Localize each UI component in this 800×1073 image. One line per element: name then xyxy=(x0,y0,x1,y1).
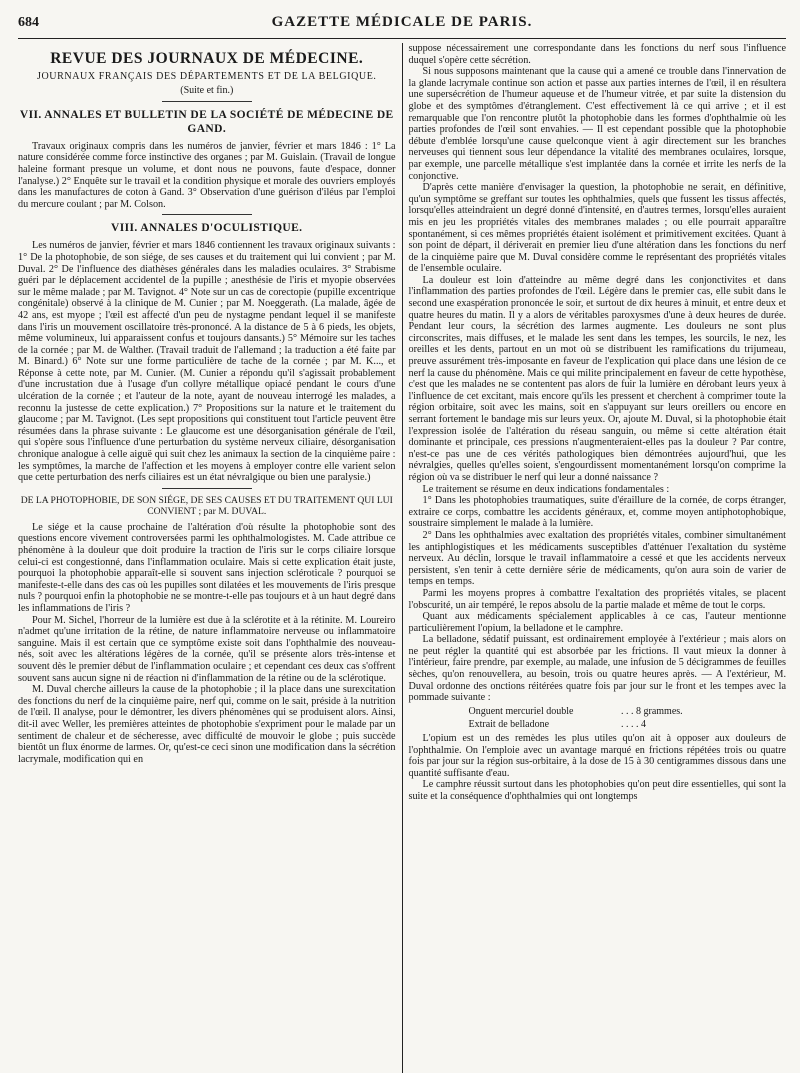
divider xyxy=(162,101,252,102)
running-header xyxy=(18,14,786,39)
revue-title: REVUE DES JOURNAUX DE MÉDECINE. xyxy=(50,50,364,67)
paragraph: Parmi les moyens propres à combattre l'exaltation des propriétés vitales, se placent l'obscurité, un air tempéré, le repos absolu de la partie malade et même de tout le corps. xyxy=(408,587,787,611)
article-paragraph: Le siége et la cause prochaine de l'altération d'où résulte la photophobie sont des questions encore vivement controversées parmi les ophthalmologistes. M. Cade attribue ce phénomène à la douleur que doit produire la traction de l'iris sur le corps ciliaire lorsque celui-ci est congestionné, dans l'inflammation oculaire. Mais si cette explication était juste, pourquoi la photophobie apparaît-elle si souvent sans injection scléroticale ? pourquoi se manifeste-t-elle dans des cas où les pupilles sont dilatées et les mouvements de l'iris presque nuls ? pourquoi enfin la photophobie ne se montre-t-elle pas toujours et à un haut degré dans les inflammations de l'iris ? xyxy=(18,521,396,614)
page-number: 684 xyxy=(18,15,39,30)
prescription-line xyxy=(409,719,787,731)
paragraph: 2° Dans les ophthalmies avec exaltation des propriétés vitales, combiner simultanément les antiphlogistiques et les médicaments susceptibles d'atténuer l'exaltation du système nerveux. Au déclin, lorsque le travail inflammatoire a cessé et que les accidents nerveux persistent, s'en tenir à cette dernière série de médicaments, qu'on aura soin de varier de temps en temps. xyxy=(408,529,787,588)
paragraph: L'opium est un des remèdes les plus utiles qu'on ait à opposer aux douleurs de l'ophthalmie. On l'emploie avec un avantage marqué en frictions répétées trois ou quatre fois par jour sur la région sus-orbitaire, à la dose de 15 à 30 centigrammes dissous dans une quantité suffisante d'eau. xyxy=(408,733,787,779)
article-paragraph: Pour M. Sichel, l'horreur de la lumière est due à la sclérotite et à la rétinite. M. Loureiro n'admet qu'une irritation de la rétine, de nature inflammatoire nerveuse ou inflammatoire sanguine. Mais il est certain que ce symptôme existe soit dans l'ophthalmie des nouveau-nés, soit avec les altérations légères de la cornée, qu'il se présente alors très-intense et souvent dès le premier début de l'inflammation oculaire ; et cependant ces deux cas s'offrent souvent sans aucun signe ni de réaction ni d'inflammation de la rétine ou de la sclérotique. xyxy=(18,614,396,684)
section-8-title: VIII. ANNALES D'OCULISTIQUE. xyxy=(111,222,303,235)
paragraph: Le traitement se résume en deux indications fondamentales : xyxy=(422,483,670,495)
paragraph: 1° Dans les photophobies traumatiques, suite d'éraillure de la cornée, de corps étranger, extraire ce corps, combattre les accidents généraux, et, comme moyen antiphotophobique, soustraire simplement le malade à la lumière. xyxy=(408,495,787,530)
paragraph: Le camphre réussit surtout dans les photophobies qu'on peut dire essentielles, qui sont la suite et la conséquence d'ophthalmies qui ont longtemps xyxy=(408,779,787,802)
journal-title: GAZETTE MÉDICALE DE PARIS. xyxy=(271,14,533,30)
section-7-paragraph: Travaux originaux compris dans les numéros de janvier, février et mars 1846 : 1° La nature considérée comme force instinctive des organes ; par M. Guislain. (Travail de longue haleine formant presque un volume, et dont nous ne pouvons, faute d'espace, donner l'analyse.) 2° Enquête sur le travail et la condition physique et morale des ouvriers employés dans les manufactures de coton à Gand. 3° Observation d'une guérison d'iléus par l'emploi du mercure coulant ; par M. Colson. xyxy=(18,140,396,210)
left-column xyxy=(18,43,402,1073)
continued-paragraph: suppose nécessairement une correspondante dans les fonctions du nerf sous l'influence duquel s'opère cette sécrétion. xyxy=(408,43,787,66)
article-title: DE LA PHOTOPHOBIE, DE SON SIÉGE, DE SES CAUSES ET DU TRAITEMENT QUI LUI CONVIENT ; par M. DUVAL. xyxy=(20,494,393,517)
section-8-paragraph: Les numéros de janvier, février et mars 1846 contiennent les travaux originaux suivants : 1° De la photophobie, de son siége, de ses causes et du traitement qui lui convient ; par M. Duval. 2° De l'influence des diathèses générales dans les maladies oculaires. 3° Strabisme guéri par le déplacement accidentel de la pupille ; anesthésie de l'iris et myopie observées sur le même malade ; par M. Tavignot. 4° Note sur un cas de corectopie (pupille excentrique congénitale) observé à la clinique de M. Cunier ; par M. Noeggerath. (La malade, âgée de 42 ans, est myope ; l'œil est affecté d'un peu de nystagme pendant lequel il se manifeste dans l'iris un mouvement oscillatoire très-prononcé. A la distance de 5 à 6 pieds, les objets, même volumineux, lui apparaissent confus et toujours dansants.) 5° Mémoire sur les taches de la cornée ; par M. de Walther. (Travail traduit de l'allemand ; la traduction a été faite par M. Binard.) 6° Note sur une forme particulière de tache de la cornée ; par M. K..., et Réponse à cette note, par M. Cunier. (M. Cunier a répondu qu'il s'agissait probablement d'une incrustation due à l'usage d'un collyre métallique opiacé pendant le cours d'une ulcération de la cornée ; et l'auteur de la note, ayant de nouveau interrogé les malades, a reconnu la justesse de cette explication.) 7° Propositions sur la nature et le traitement du glaucome ; par M. Tavignot. (Les sept propositions qui constituent tout l'article peuvent être résumées dans la phrase suivante : Le glaucome est une désorganisation générale de l'œil, qui s'opère sous l'influence d'une perturbation du système nerveux ciliaire, désorganisation chronique analogue à celle aiguë qui suit chez les animaux la section de la cinquième paire : les symptômes, la marche de l'affection et les moyens à employer contre elle varient selon que cette perturbation des nerfs ciliaires est un état névralgique ou bien une paralysie.) xyxy=(18,240,396,484)
paragraph: La belladone, sédatif puissant, est ordinairement employée à l'extérieur ; mais alors on ne peut régler la quantité qui est absorbée par les frictions. Il vaut mieux la donner à l'intérieur, faire prendre, par exemple, au malade, une infusion de 5 décigrammes de feuilles sèches, qu'on renouvellera, au besoin, trois ou quatre heures après. — A l'extérieur, M. Duval ordonne des onctions réitérées quatre fois par jour sur le front et les tempes avec la pommade suivante : xyxy=(408,634,787,704)
paragraph: D'après cette manière d'envisager la question, la photophobie ne serait, en définitive, qu'un symptôme se greffant sur toutes les ophthalmies, quels que fussent les tissus affectés, lorsqu'elles atteindraient un degré donné d'intensité, en d'autres termes, lorsqu'elles auraient mis en jeu les propriétés vitales des membranes malades ; ou elle pourrait apparaître spontanément, si ces mêmes propriétés étaient isolément et primitivement excitées. Quant à son point de départ, il dériverait en premier lieu d'une altération dans les fonctions du nerf de la cinquième paire que M. Duval considère comme le représentant des propriétés vitales de l'ensemble oculaire. xyxy=(408,182,787,275)
divider xyxy=(162,214,252,215)
paragraph: Quant aux médicaments spécialement applicables à ce cas, l'auteur mentionne particulièrement l'opium, la belladone et le camphre. xyxy=(408,611,787,634)
article-paragraph: M. Duval cherche ailleurs la cause de la photophobie ; il la place dans une surexcitation des fonctions du nerf de la cinquième paire, nerf qui, comme on le sait, préside à la nutrition de l'œil. Il analyse, pour le démontrer, les divers phénomènes qui se produisent alors. Ainsi, dit-il avec Weller, les premières atteintes de photophobie s'expriment pour le malade par un sentiment de chaleur et de sécheresse, avec difficulté de mouvoir le globe ; puis succède bientôt un flux énorme de larmes. Or, qu'est-ce ceci sinon une modification dans la sécrétion lacrymale, modification qui en xyxy=(18,684,396,765)
prescription-dose: . . . . 4 xyxy=(621,719,646,731)
two-column-body xyxy=(18,43,786,1073)
prescription-line xyxy=(409,706,787,718)
prescription-ingredient: Extrait de belladone xyxy=(468,719,550,731)
section-7-title: VII. ANNALES ET BULLETIN DE LA SOCIÉTÉ DE MÉDECINE DE GAND. xyxy=(19,108,394,135)
paragraph: Si nous supposons maintenant que la cause qui a amené ce trouble dans l'innervation de la glande lacrymale continue son action et passe aux parties internes de l'œil, il en résultera une supersécrétion de l'humeur aqueuse et de l'humeur vitrée, et par suite la distension du globe et des symptômes d'étranglement. C'est effectivement là ce qui arrive ; et il est remarquable que l'on rencontre plutôt la photophobie dans les formes d'ophthalmie où les parties profondes de l'œil sont envahies. — Il est cependant possible que la photophobie débute d'emblée lorsqu'une cause quelconque vient à agir directement sur les branches nerveuses qui tiennent sous leur dépendance la vitalité des membranes oculaires, lorsque, par exemple, une parcelle métallique s'est implantée dans la cornée et irrite les nerfs de la conjonctive. xyxy=(408,66,787,182)
suite-note: (Suite et fin.) xyxy=(180,85,234,97)
divider xyxy=(162,488,252,489)
prescription-dose: . . . 8 grammes. xyxy=(621,705,683,717)
paragraph: La douleur est loin d'atteindre au même degré dans les conjonctivites et dans l'inflammation des parties profondes de l'œil. Légère dans le premier cas, elle subit dans le second une exaspération prononcée le soir, et surtout de dix heures à minuit, et entre deux et quatre heures du matin. Il y a alors de véritables paroxysmes d'une à deux heures de durée. Pendant leur cours, la sécrétion des larmes augmente. Les douleurs ne sont plus circonscrites, mais diffuses, et le malade les sent dans les tempes, les sourcils, le nez, les oreilles et les dents, partout en un mot où se distribuent les ramifications du trijumeau, preuve assurément très-imposante en faveur de l'explication qui place dans une lésion de ce nerf la cause du phénomène. Mais ce qui milite principalement en faveur de cette hypothèse, c'est que les malades ne se contentent pas alors de fuir la lumière en dérobant leurs yeux à l'influence de cet excitant, mais encore qu'ils les pressent et cherchent à comprimer toute la région orbitaire, soit avec les mains, soit en s'appuyant sur leurs oreillers ou encore en serrant fortement le bandage mis sur leurs yeux. Or, ajoute M. Duval, si la photophobie était l'expression isolée de l'altération du réseau sanguin, ou même si cette altération était dominante et principale, ces pressions n'augmenteraient-elles pas la douleur ? Par contre, n'est-ce pas une de ces vérités pathologiques bien démontrées aujourd'hui, que les névralgies, quelles qu'elles soient, s'engourdissent momentanément lorsqu'on comprime la région où va se distribuer le nerf qui leur a donné naissance ? xyxy=(408,274,787,483)
prescription-ingredient: Onguent mercuriel double xyxy=(468,705,574,717)
revue-subtitle: JOURNAUX FRANÇAIS DES DÉPARTEMENTS ET DE LA BELGIQUE. xyxy=(36,70,377,82)
right-column xyxy=(403,43,787,1073)
